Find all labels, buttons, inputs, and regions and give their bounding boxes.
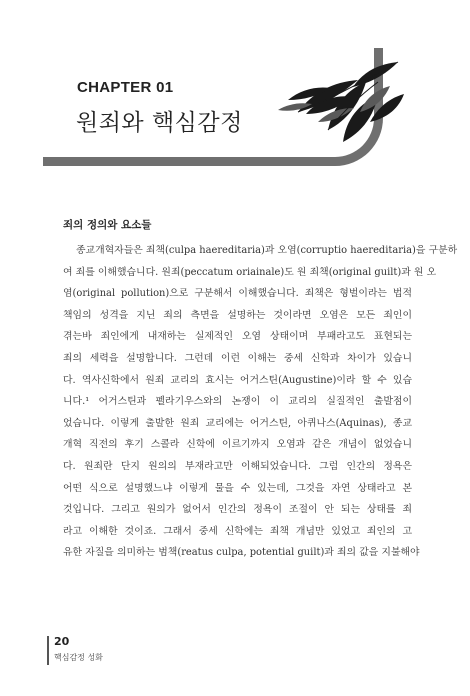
body-line: 다. 역사신학에서 원죄 교리의 효시는 어거스틴(Augustine)이라 할 수 있습 — [63, 374, 412, 386]
body-line: 다. 원죄란 단지 원의의 부재라고만 이해되었습니다. 그럼 인간의 정욕은 — [63, 460, 412, 472]
running-title: 핵심감정 성화 — [54, 653, 103, 662]
body-line: 것입니다. 그리고 원의가 없어서 인간의 정욕이 조절이 안 되는 상태를 죄 — [63, 504, 412, 516]
body-line: 죄의 세력을 설명합니다. 그런데 이런 이해는 중세 신학과 차이가 있습니 — [63, 352, 412, 364]
body-line: 라고 이해한 것이죠. 그래서 중세 신학에는 죄책 개념만 있었고 죄인의 고 — [63, 525, 412, 537]
body-line: 었습니다. 이렇게 출발한 원죄 교리에는 어거스틴, 아퀴나스(Aquinas), 종교 — [63, 417, 412, 429]
page-number: 20 — [54, 635, 70, 648]
body-line: 책임의 성격을 지닌 죄의 측면을 설명하는 것이라면 오염은 모든 죄인이 — [63, 309, 412, 321]
body-line: 개혁 직전의 후기 스콜라 신학에 이르기까지 오염과 같은 개념이 없었습니 — [63, 439, 412, 451]
chapter-label: CHAPTER 01 — [77, 79, 174, 96]
body-line: 염(original pollution)으로 구분해서 이해했습니다. 죄책은 형벌이라는 법적 — [63, 288, 412, 300]
body-paragraph — [63, 240, 458, 564]
body-line: 어떤 식으로 설명했느냐 이렇게 물을 수 있는데, 그것을 자연 상태라고 본 — [63, 482, 412, 494]
body-line: 니다.¹ 어거스틴과 펠라기우스와의 논쟁이 이 교리의 실질적인 출발점이 — [63, 396, 412, 408]
footer-divider — [47, 636, 49, 665]
section-heading: 죄의 정의와 요소들 — [63, 219, 152, 231]
body-line: 유한 자질을 의미하는 범책(reatus culpa, potential guilt)과 죄의 값을 지불해야 — [63, 547, 420, 559]
body-line: 종교개혁자들은 죄책(culpa haereditaria)과 오염(corruptio haereditaria)을 구분하 — [76, 245, 458, 256]
body-line: 겪는바 죄인에게 내재하는 실제적인 오염 상태이며 부패라고도 표현되는 — [63, 331, 412, 343]
body-line: 여 죄를 이해했습니다. 원죄(peccatum oriainale)도 원 죄책(original guilt)과 원 오 — [63, 266, 437, 278]
leaf-decoration-icon — [258, 52, 408, 152]
chapter-title: 원죄와 핵심감정 — [76, 110, 243, 136]
